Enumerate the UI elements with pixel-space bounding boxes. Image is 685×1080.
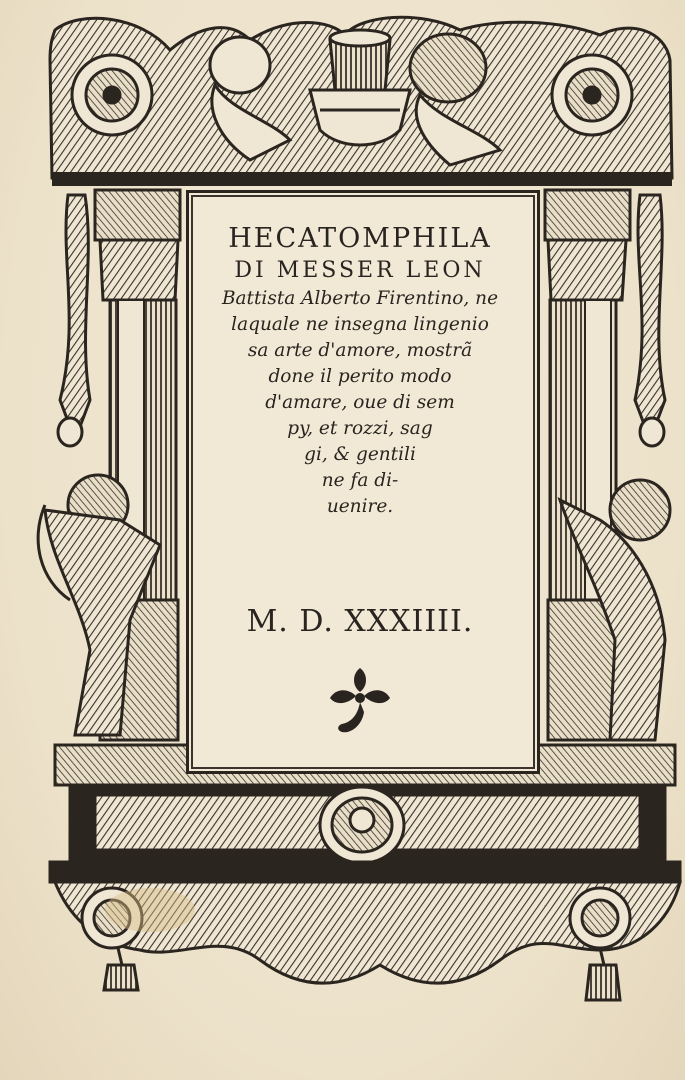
title-line-2: DI MESSER LEON: [234, 258, 486, 283]
title-line-6: done il perito modo: [268, 366, 452, 387]
title-block: [186, 222, 534, 520]
imprint-date: M. D. XXXIIII.: [246, 604, 474, 639]
title-line-8: py, et rozzi, sag: [287, 418, 433, 439]
title-line-4: laquale ne insegna lingenio: [231, 314, 489, 335]
top-frieze: [50, 17, 672, 178]
top-cornice: [52, 172, 672, 186]
title-line-11: uenire.: [326, 496, 394, 517]
right-column: [545, 190, 670, 740]
title-line-5: sa arte d'amore, mostrã: [247, 340, 473, 361]
foxing-stain: [105, 888, 195, 932]
title-line-3: Battista Alberto Firentino, ne: [221, 288, 499, 309]
title-line-1: HECATOMPHILA: [228, 223, 492, 254]
left-column: [38, 190, 180, 740]
title-line-9: gi, & gentili: [304, 444, 416, 465]
fleuron-icon: [322, 664, 398, 740]
title-line-10: ne fa di-: [321, 470, 399, 491]
title-line-7: d'amare, oue di sem: [265, 392, 455, 413]
